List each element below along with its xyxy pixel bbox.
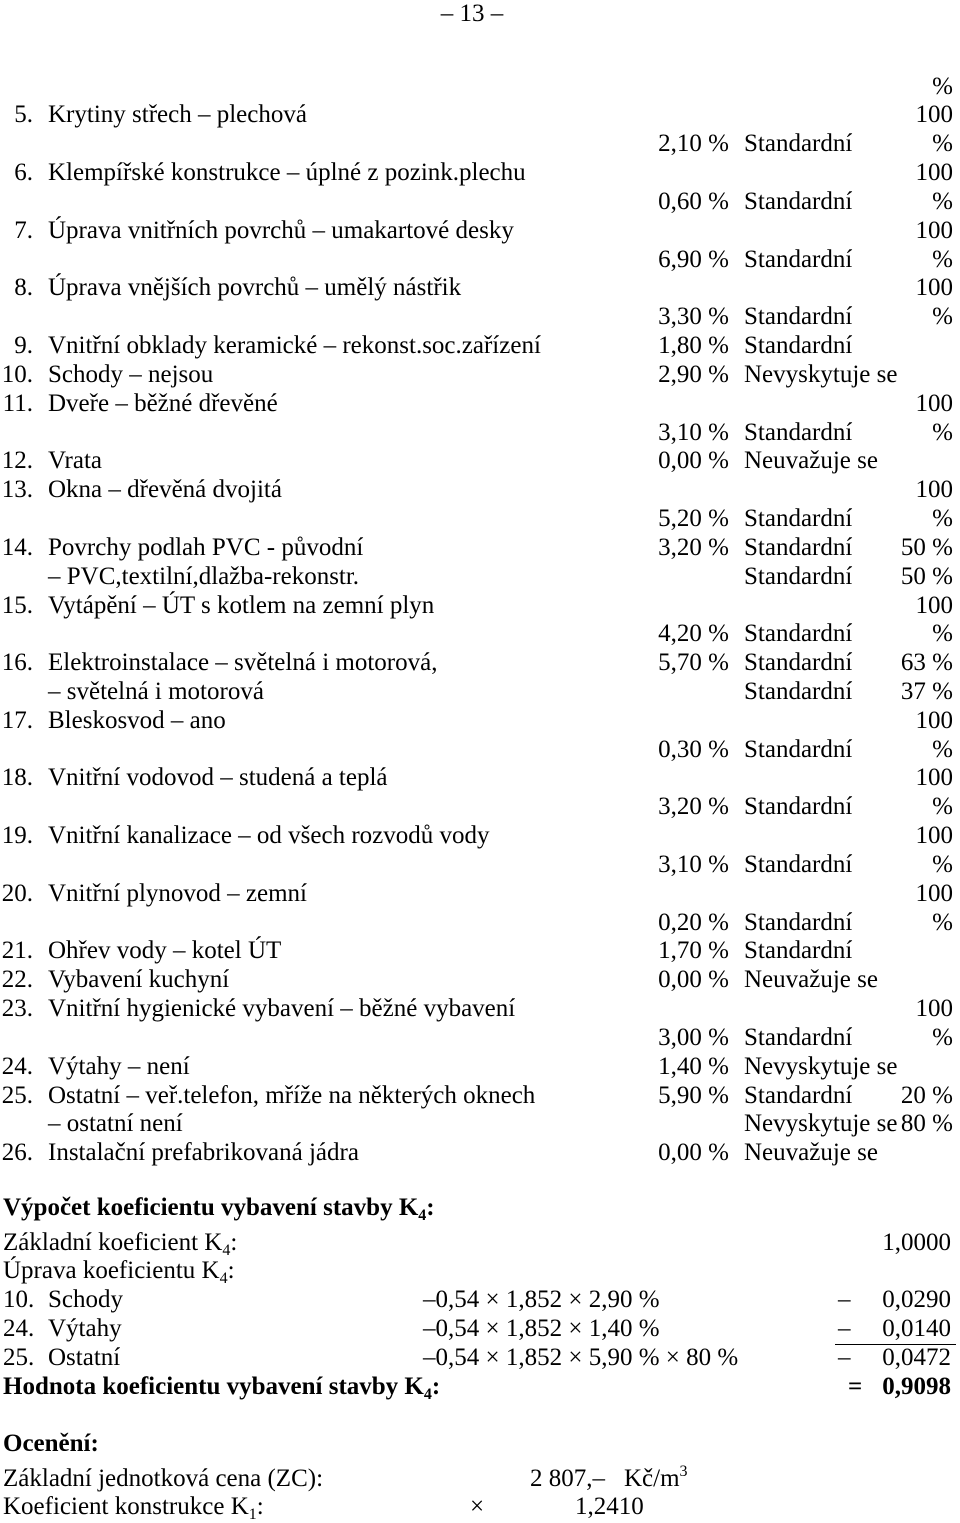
item-description: Výtahy – není xyxy=(48,1052,190,1080)
k4-adjust-label xyxy=(3,1257,235,1286)
item-weight: 0,00 % xyxy=(658,1139,729,1167)
item-weight: 2,10 % xyxy=(658,130,729,158)
page-number: – 13 – xyxy=(440,0,504,27)
equipment-row xyxy=(0,1139,960,1168)
item-share: % xyxy=(932,620,953,648)
item-description: Krytiny střech – plechová xyxy=(48,101,307,129)
item-description: Schody – nejsou xyxy=(48,360,214,388)
item-status: Standardní xyxy=(744,735,853,763)
k4-heading-subscript: 4 xyxy=(418,1206,427,1224)
equipment-row xyxy=(0,274,960,303)
item-status: Standardní xyxy=(744,130,853,158)
item-number: 15. xyxy=(1,591,33,619)
k4-result-label-text: Hodnota koeficientu vybavení stavby K xyxy=(3,1372,424,1400)
item-description: Elektroinstalace – světelná i motorová, xyxy=(48,649,438,677)
item-description: – světelná i motorová xyxy=(48,677,264,705)
item-share: 100 xyxy=(915,822,953,850)
k4-heading-text: Výpočet koeficientu vybavení stavby K xyxy=(3,1193,419,1221)
item-number: 20. xyxy=(1,879,33,907)
item-share: 50 % xyxy=(900,562,953,590)
item-share: % xyxy=(932,735,953,763)
item-number: 19. xyxy=(1,822,33,850)
equipment-row xyxy=(0,880,960,909)
item-share: 100 xyxy=(915,995,953,1023)
item-share: % xyxy=(932,303,953,331)
equipment-row xyxy=(0,130,960,159)
item-share: % xyxy=(932,908,953,936)
item-status: Standardní xyxy=(744,908,853,936)
item-description: Vybavení kuchyní xyxy=(48,966,230,994)
unit-text: Kč/m xyxy=(624,1465,680,1492)
item-description: Vytápění – ÚT s kotlem na zemní plyn xyxy=(48,591,435,619)
item-weight: 3,10 % xyxy=(658,850,729,878)
equipment-row xyxy=(0,678,960,707)
item-weight: 1,40 % xyxy=(658,1052,729,1080)
item-share: 100 xyxy=(915,764,953,792)
item-description: – ostatní není xyxy=(48,1110,183,1138)
item-weight: 4,20 % xyxy=(658,620,729,648)
equipment-row xyxy=(0,592,960,621)
equipment-row xyxy=(0,1082,960,1111)
item-share: 100 xyxy=(915,879,953,907)
k4-adjustment-row xyxy=(0,1344,960,1373)
item-weight: 1,70 % xyxy=(658,937,729,965)
item-share: 50 % xyxy=(900,533,953,561)
item-description: Vrata xyxy=(48,447,103,475)
k4-base-label xyxy=(3,1229,237,1258)
item-share: 100 xyxy=(915,389,953,417)
item-weight: 0,20 % xyxy=(658,908,729,936)
item-number: 22. xyxy=(1,966,33,994)
equipment-row xyxy=(0,246,960,275)
item-number: 14. xyxy=(1,533,33,561)
item-status: Standardní xyxy=(744,332,853,360)
equipment-row xyxy=(0,332,960,361)
item-description: Úprava vnitřních povrchů – umakartové desky xyxy=(48,216,514,244)
item-description: Povrchy podlah PVC - původní xyxy=(48,533,364,561)
item-share: % xyxy=(932,72,953,100)
item-share: % xyxy=(932,1023,953,1051)
equipment-row xyxy=(0,793,960,822)
item-status: Standardní xyxy=(744,562,853,590)
equipment-row xyxy=(0,390,960,419)
item-weight: 3,20 % xyxy=(658,533,729,561)
item-status: Standardní xyxy=(744,1023,853,1051)
item-status: Standardní xyxy=(744,418,853,446)
item-status: Neuvažuje se xyxy=(744,966,878,994)
k4-adjust-row xyxy=(0,1257,960,1286)
item-number: 18. xyxy=(1,764,33,792)
k4-base-label-text: Základní koeficient K xyxy=(3,1228,223,1256)
equipment-row xyxy=(0,447,960,476)
item-weight: 0,00 % xyxy=(658,447,729,475)
item-weight: 6,90 % xyxy=(658,245,729,273)
k4-adjust-colon: : xyxy=(227,1257,235,1285)
adjustment-sign: – xyxy=(838,1343,851,1371)
equipment-row xyxy=(0,995,960,1024)
item-number: 12. xyxy=(1,447,33,475)
k4-result-equals: = xyxy=(848,1372,863,1400)
item-share: % xyxy=(932,130,953,158)
item-share: % xyxy=(932,850,953,878)
item-share: 100 xyxy=(915,706,953,734)
item-share: 100 xyxy=(915,274,953,302)
item-share: 37 % xyxy=(900,677,953,705)
item-status: Standardní xyxy=(744,505,853,533)
k4-base-row xyxy=(0,1229,960,1258)
adjustment-sign: – xyxy=(838,1315,851,1343)
item-description: Vnitřní kanalizace – od všech rozvodů vody xyxy=(48,822,490,850)
equipment-row xyxy=(0,736,960,765)
item-share: 63 % xyxy=(900,649,953,677)
k4-section-heading xyxy=(3,1194,435,1223)
item-weight: 3,00 % xyxy=(658,1023,729,1051)
k4-result-value: 0,9098 xyxy=(882,1372,951,1400)
item-status: Neuvažuje se xyxy=(744,1139,878,1167)
item-weight: 2,90 % xyxy=(658,360,729,388)
item-number: 21. xyxy=(1,937,33,965)
valuation-heading: Ocenění: xyxy=(3,1429,99,1457)
equipment-row xyxy=(0,563,960,592)
adjustment-number: 25. xyxy=(3,1343,35,1371)
k1-label xyxy=(3,1493,264,1521)
multiply-sign: × xyxy=(470,1493,485,1520)
k4-base-subscript: 4 xyxy=(222,1241,231,1259)
adjustment-number: 24. xyxy=(3,1315,35,1343)
base-unit-price-value: 2 807,– xyxy=(530,1465,605,1492)
item-status: Standardní xyxy=(744,533,853,561)
equipment-row xyxy=(0,1053,960,1082)
adjustment-formula: –0,54 × 1,852 × 2,90 % xyxy=(423,1286,660,1314)
k4-result-subscript: 4 xyxy=(423,1385,432,1403)
equipment-row xyxy=(0,361,960,390)
equipment-row xyxy=(0,707,960,736)
k4-adjust-label-text: Úprava koeficientu K xyxy=(3,1257,220,1285)
item-description: Dveře – běžné dřevěné xyxy=(48,389,278,417)
item-status: Standardní xyxy=(744,620,853,648)
item-weight: 0,60 % xyxy=(658,187,729,215)
equipment-row xyxy=(0,476,960,505)
k4-result-label xyxy=(3,1373,440,1402)
equipment-row xyxy=(0,851,960,880)
item-share: 80 % xyxy=(900,1110,953,1138)
adjustment-value: 0,0290 xyxy=(882,1286,951,1314)
item-description: Okna – dřevěná dvojitá xyxy=(48,476,282,504)
equipment-row xyxy=(0,188,960,217)
item-number: 16. xyxy=(1,649,33,677)
base-unit-price-unit xyxy=(624,1465,688,1493)
item-description: Vnitřní vodovod – studená a teplá xyxy=(48,764,388,792)
k4-adjustment-row xyxy=(0,1315,960,1344)
item-number: 8. xyxy=(14,274,33,302)
item-description: – PVC,textilní,dlažba-rekonstr. xyxy=(48,562,360,590)
equipment-row xyxy=(0,937,960,966)
item-number: 5. xyxy=(14,101,33,129)
item-share: 100 xyxy=(915,101,953,129)
item-description: Úprava vnějších povrchů – umělý nástřik xyxy=(48,274,462,302)
k4-adjustment-row xyxy=(0,1286,960,1315)
base-unit-price-row xyxy=(0,1465,960,1493)
k4-heading-colon: : xyxy=(426,1193,435,1221)
item-description: Instalační prefabrikovaná jádra xyxy=(48,1139,359,1167)
item-weight: 0,00 % xyxy=(658,966,729,994)
item-description: Ohřev vody – kotel ÚT xyxy=(48,937,282,965)
equipment-row xyxy=(0,505,960,534)
equipment-row xyxy=(0,217,960,246)
k1-row xyxy=(0,1493,960,1521)
item-number: 11. xyxy=(2,389,33,417)
item-weight: 3,30 % xyxy=(658,303,729,331)
adjustment-formula: –0,54 × 1,852 × 1,40 % xyxy=(423,1315,660,1343)
adjustment-label: Ostatní xyxy=(48,1343,121,1371)
equipment-row xyxy=(0,73,960,102)
item-share: % xyxy=(932,418,953,446)
k1-subscript: 1 xyxy=(248,1506,257,1523)
equipment-row xyxy=(0,909,960,938)
item-status: Standardní xyxy=(744,1081,853,1109)
item-status: Standardní xyxy=(744,303,853,331)
item-number: 24. xyxy=(1,1052,33,1080)
adjustment-formula: –0,54 × 1,852 × 5,90 % × 80 % xyxy=(423,1343,739,1371)
item-description: Vnitřní plynovod – zemní xyxy=(48,879,307,907)
adjustment-value: 0,0472 xyxy=(882,1343,951,1371)
equipment-row xyxy=(0,620,960,649)
equipment-row xyxy=(0,1110,960,1139)
k4-calculation xyxy=(0,1229,960,1402)
item-share: % xyxy=(932,793,953,821)
equipment-row xyxy=(0,649,960,678)
item-number: 23. xyxy=(1,995,33,1023)
item-status: Nevyskytuje se xyxy=(744,1052,898,1080)
item-share: 100 xyxy=(915,476,953,504)
base-unit-price-label: Základní jednotková cena (ZC): xyxy=(3,1465,324,1492)
item-number: 17. xyxy=(1,706,33,734)
item-description: Bleskosvod – ano xyxy=(48,706,226,734)
k1-colon: : xyxy=(256,1493,264,1520)
valuation-lines xyxy=(0,1465,960,1521)
item-weight: 3,20 % xyxy=(658,793,729,821)
item-number: 13. xyxy=(1,476,33,504)
item-weight: 5,70 % xyxy=(658,649,729,677)
item-share: % xyxy=(932,245,953,273)
item-number: 10. xyxy=(1,360,33,388)
item-status: Standardní xyxy=(744,245,853,273)
item-status: Nevyskytuje se xyxy=(744,1110,898,1138)
equipment-row xyxy=(0,303,960,332)
equipment-items-table xyxy=(0,73,960,1168)
item-share: % xyxy=(932,505,953,533)
item-weight: 1,80 % xyxy=(658,332,729,360)
item-number: 26. xyxy=(1,1139,33,1167)
item-status: Neuvažuje se xyxy=(744,447,878,475)
adjustment-label: Schody xyxy=(48,1286,123,1314)
item-number: 6. xyxy=(14,159,33,187)
item-share: 20 % xyxy=(900,1081,953,1109)
k4-base-value: 1,0000 xyxy=(882,1228,951,1256)
k1-label-text: Koeficient konstrukce K xyxy=(3,1493,249,1520)
item-status: Standardní xyxy=(744,793,853,821)
item-weight: 0,30 % xyxy=(658,735,729,763)
sum-underline xyxy=(835,1344,956,1345)
equipment-row xyxy=(0,101,960,130)
k1-value: 1,2410 xyxy=(575,1493,644,1520)
item-share: 100 xyxy=(915,159,953,187)
item-status: Standardní xyxy=(744,677,853,705)
item-share: % xyxy=(932,187,953,215)
item-status: Nevyskytuje se xyxy=(744,360,898,388)
equipment-row xyxy=(0,534,960,563)
equipment-row xyxy=(0,419,960,448)
k4-base-colon: : xyxy=(230,1228,238,1256)
adjustment-sign: – xyxy=(838,1286,851,1314)
k4-result-row xyxy=(0,1373,960,1402)
equipment-row xyxy=(0,822,960,851)
equipment-row xyxy=(0,159,960,188)
item-description: Klempířské konstrukce – úplné z pozink.plechu xyxy=(48,159,526,187)
adjustment-label: Výtahy xyxy=(48,1315,122,1343)
item-share: 100 xyxy=(915,216,953,244)
item-number: 25. xyxy=(1,1081,33,1109)
item-status: Standardní xyxy=(744,649,853,677)
item-description: Vnitřní hygienické vybavení – běžné vybavení xyxy=(48,995,516,1023)
item-description: Vnitřní obklady keramické – rekonst.soc.zařízení xyxy=(48,332,541,360)
item-description: Ostatní – veř.telefon, mříže na některých oknech xyxy=(48,1081,536,1109)
item-number: 9. xyxy=(14,332,33,360)
unit-superscript: 3 xyxy=(679,1463,688,1480)
k4-result-colon: : xyxy=(431,1372,441,1400)
adjustment-value: 0,0140 xyxy=(882,1315,951,1343)
k4-adjust-subscript: 4 xyxy=(219,1270,228,1288)
item-share: 100 xyxy=(915,591,953,619)
item-weight: 5,90 % xyxy=(658,1081,729,1109)
item-weight: 5,20 % xyxy=(658,505,729,533)
equipment-row xyxy=(0,1024,960,1053)
adjustment-number: 10. xyxy=(3,1286,35,1314)
item-status: Standardní xyxy=(744,850,853,878)
item-status: Standardní xyxy=(744,937,853,965)
equipment-row xyxy=(0,966,960,995)
equipment-row xyxy=(0,764,960,793)
item-status: Standardní xyxy=(744,187,853,215)
item-weight: 3,10 % xyxy=(658,418,729,446)
item-number: 7. xyxy=(14,216,33,244)
